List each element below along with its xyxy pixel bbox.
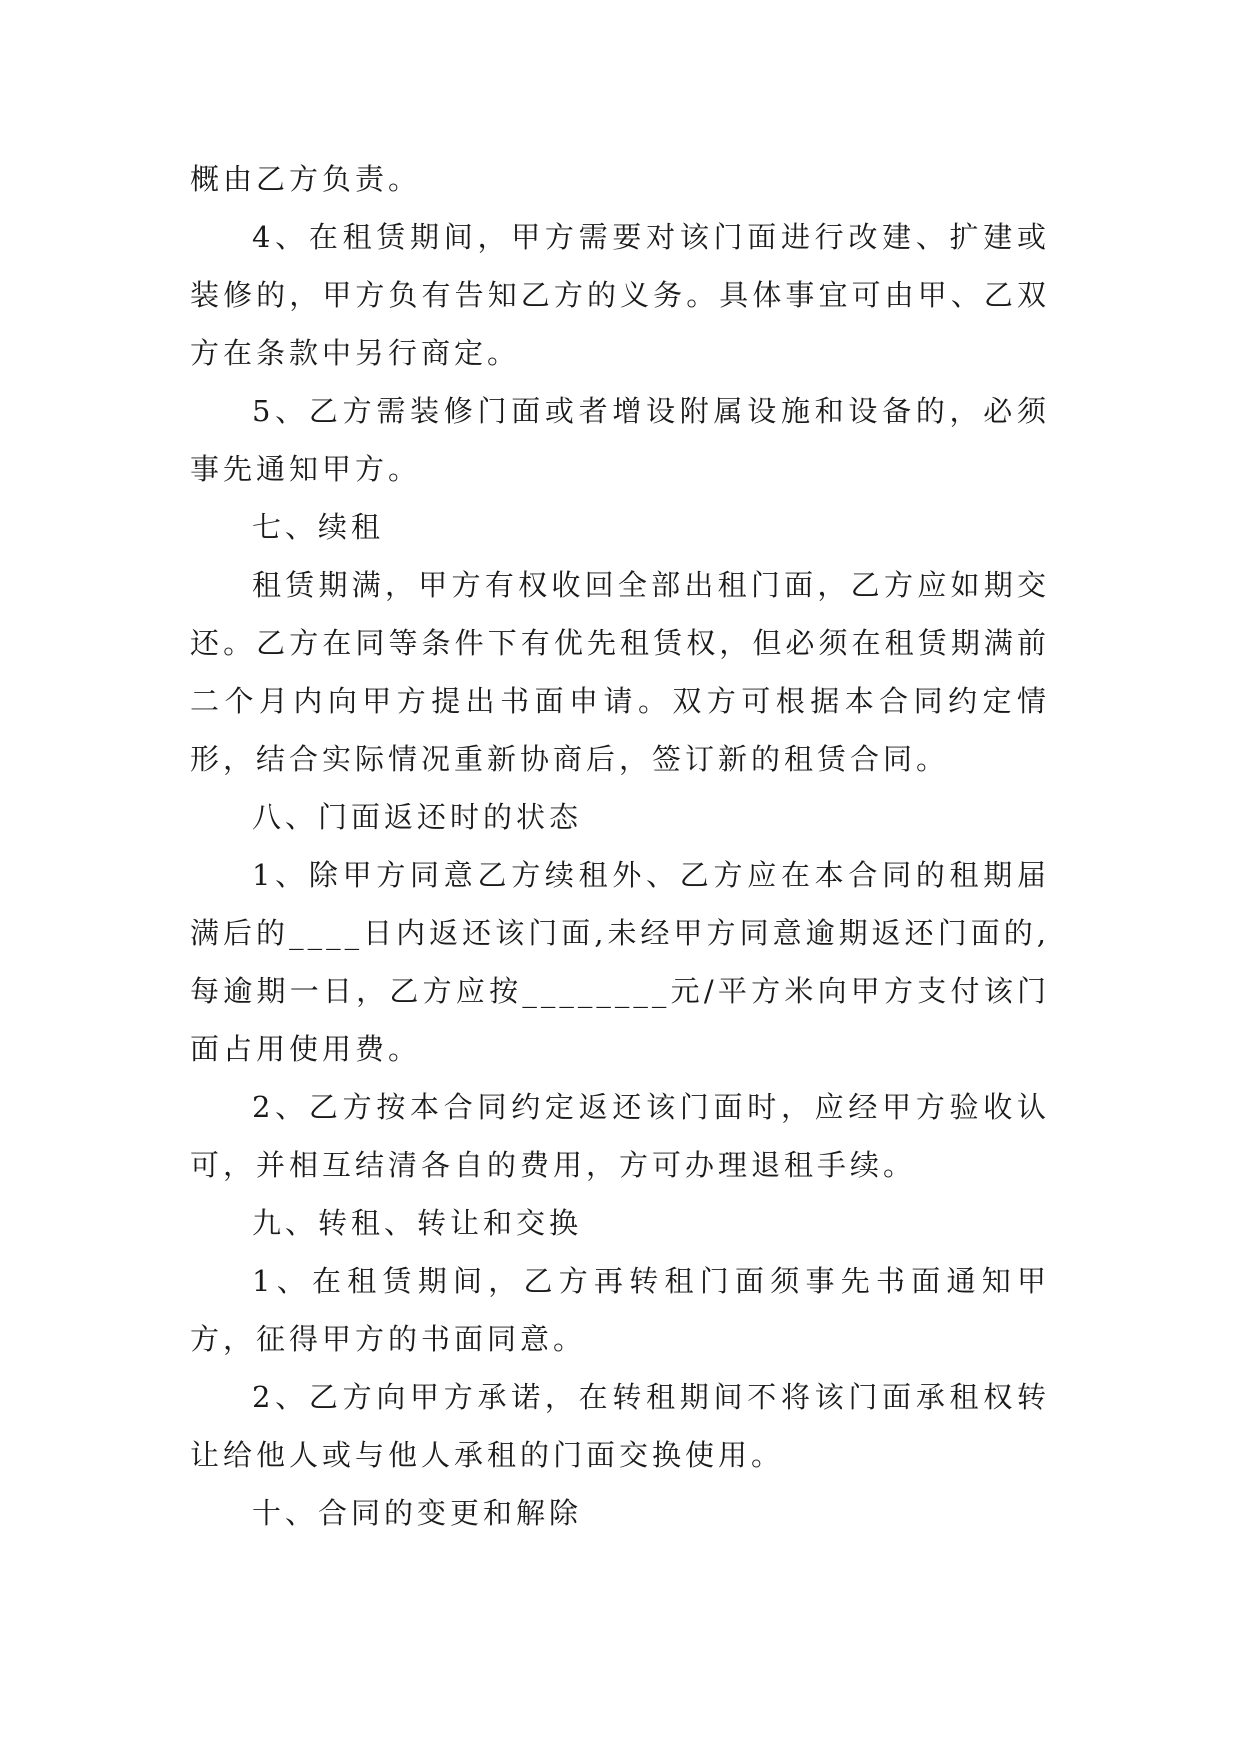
paragraph-1: 4、在租赁期间，甲方需要对该门面进行改建、扩建或装修的，甲方负有告知乙方的义务。具体事宜可由甲、乙双方在条款中另行商定。 [190, 220, 1050, 370]
paragraph-4: 租赁期满，甲方有权收回全部出租门面，乙方应如期交还。乙方在同等条件下有优先租赁权，但必须在租赁期满前二个月内向甲方提出书面申请。双方可根据本合同约定情形，结合实际情况重新协商后，签订新的租赁合同。 [190, 568, 1050, 776]
paragraph-6: 1、除甲方同意乙方续租外、乙方应在本合同的租期届满后的____日内返还该门面,未经甲方同意逾期返还门面的,每逾期一日，乙方应按________元/平方米向甲方支付该门面占用使用费。 [190, 858, 1050, 1066]
section-heading-renewal: 七、续租 [252, 510, 385, 544]
section-heading-return-state: 八、门面返还时的状态 [252, 800, 583, 834]
paragraph-2: 5、乙方需装修门面或者增设附属设施和设备的，必须事先通知甲方。 [190, 394, 1050, 486]
paragraph-0: 概由乙方负责。 [190, 162, 422, 196]
section-heading-sublease: 九、转租、转让和交换 [252, 1206, 583, 1240]
section-heading-change-termination: 十、合同的变更和解除 [252, 1496, 583, 1530]
document-body [190, 150, 1050, 1542]
paragraph-7: 2、乙方按本合同约定返还该门面时，应经甲方验收认可，并相互结清各自的费用，方可办理退租手续。 [190, 1090, 1050, 1182]
paragraph-9: 1、在租赁期间，乙方再转租门面须事先书面通知甲方，征得甲方的书面同意。 [190, 1264, 1050, 1356]
paragraph-10: 2、乙方向甲方承诺，在转租期间不将该门面承租权转让给他人或与他人承租的门面交换使用。 [190, 1380, 1050, 1472]
